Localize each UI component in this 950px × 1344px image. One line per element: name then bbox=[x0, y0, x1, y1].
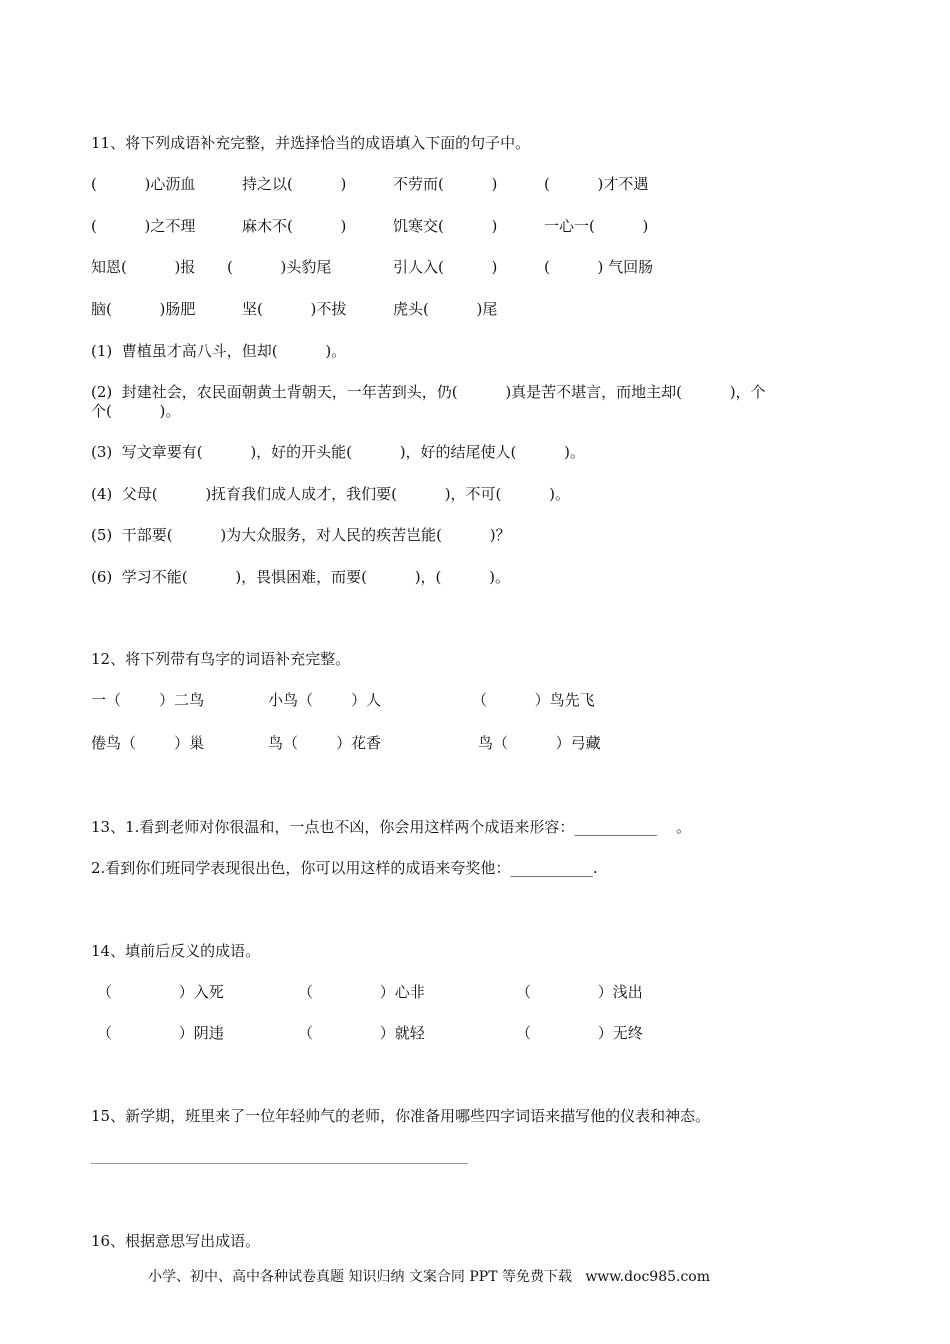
idiom-blank: ( ) 气回肠 bbox=[544, 258, 654, 276]
idiom-blank: 脑( )肠肥 bbox=[91, 300, 196, 318]
sentence-2-cont: 个( )。 bbox=[91, 402, 181, 420]
idiom-blank: 知恩( )报 bbox=[91, 258, 196, 276]
antonym-idiom: （ ）就轻 bbox=[298, 1024, 425, 1042]
antonym-idiom: （ ）浅出 bbox=[516, 983, 643, 1001]
sentence-4: (4) 父母( )抚育我们成人成才，我们要( )，不可( )。 bbox=[91, 485, 570, 503]
q12-title: 12、将下列带有鸟字的词语补充完整。 bbox=[91, 650, 351, 668]
antonym-idiom: （ ）入死 bbox=[97, 983, 224, 1001]
bird-idiom: 鸟（ ）花香 bbox=[268, 734, 382, 752]
idiom-blank: ( )才不遇 bbox=[544, 175, 649, 193]
idiom-blank: 持之以( ) bbox=[242, 175, 347, 193]
q15-title: 15、新学期，班里来了一位年轻帅气的老师，你准备用哪些四字词语来描写他的仪表和神态。 bbox=[91, 1107, 711, 1125]
sentence-6: (6) 学习不能( )，畏惧困难，而要( )，( )。 bbox=[91, 568, 510, 586]
q14-title: 14、填前后反义的成语。 bbox=[91, 942, 261, 960]
bird-idiom: 一（ ）二鸟 bbox=[91, 691, 205, 709]
answer-line bbox=[91, 1163, 468, 1164]
bird-idiom: 小鸟（ ）人 bbox=[268, 691, 382, 709]
sentence-3: (3) 写文章要有( )，好的开头能( )，好的结尾使人( )。 bbox=[91, 443, 585, 461]
antonym-idiom: （ ）阴违 bbox=[97, 1024, 224, 1042]
q11-title: 11、将下列成语补充完整，并选择恰当的成语填入下面的句子中。 bbox=[91, 134, 531, 152]
idiom-blank: 一心一( ) bbox=[544, 217, 649, 235]
idiom-blank: 坚( )不拔 bbox=[242, 300, 347, 318]
antonym-idiom: （ ）心非 bbox=[298, 983, 425, 1001]
bird-idiom: 倦鸟（ ）巢 bbox=[91, 734, 205, 752]
q13-line1: 13、1.看到老师对你很温和，一点也不凶，你会用这样两个成语来形容：___________ 。 bbox=[91, 818, 691, 836]
sentence-5: (5) 干部要( )为大众服务，对人民的疾苦岂能( )？ bbox=[91, 526, 511, 544]
q13-line2: 2.看到你们班同学表现很出色，你可以用这样的成语来夸奖他：___________. bbox=[91, 859, 598, 877]
idiom-blank: ( )头豹尾 bbox=[227, 258, 332, 276]
bird-idiom: （ ）鸟先飞 bbox=[472, 691, 595, 709]
idiom-blank: ( )心沥血 bbox=[91, 175, 196, 193]
idiom-blank: ( )之不理 bbox=[91, 217, 196, 235]
antonym-idiom: （ ）无终 bbox=[516, 1024, 643, 1042]
page-footer: 小学、初中、高中各种试卷真题 知识归纳 文案合同 PPT 等免费下载 www.doc985.com bbox=[148, 1269, 711, 1285]
idiom-blank: 饥寒交( ) bbox=[393, 217, 498, 235]
q16-title: 16、根据意思写出成语。 bbox=[91, 1232, 261, 1250]
idiom-blank: 不劳而( ) bbox=[393, 175, 498, 193]
sentence-2: (2) 封建社会，农民面朝黄土背朝天，一年苦到头，仍( )真是苦不堪言，而地主却( )，个 bbox=[91, 383, 766, 401]
sentence-1: (1) 曹植虽才高八斗，但却( )。 bbox=[91, 342, 347, 360]
idiom-blank: 引人入( ) bbox=[393, 258, 498, 276]
bird-idiom: 鸟（ ）弓藏 bbox=[478, 734, 601, 752]
idiom-blank: 虎头( )尾 bbox=[393, 300, 498, 318]
idiom-blank: 麻木不( ) bbox=[242, 217, 347, 235]
